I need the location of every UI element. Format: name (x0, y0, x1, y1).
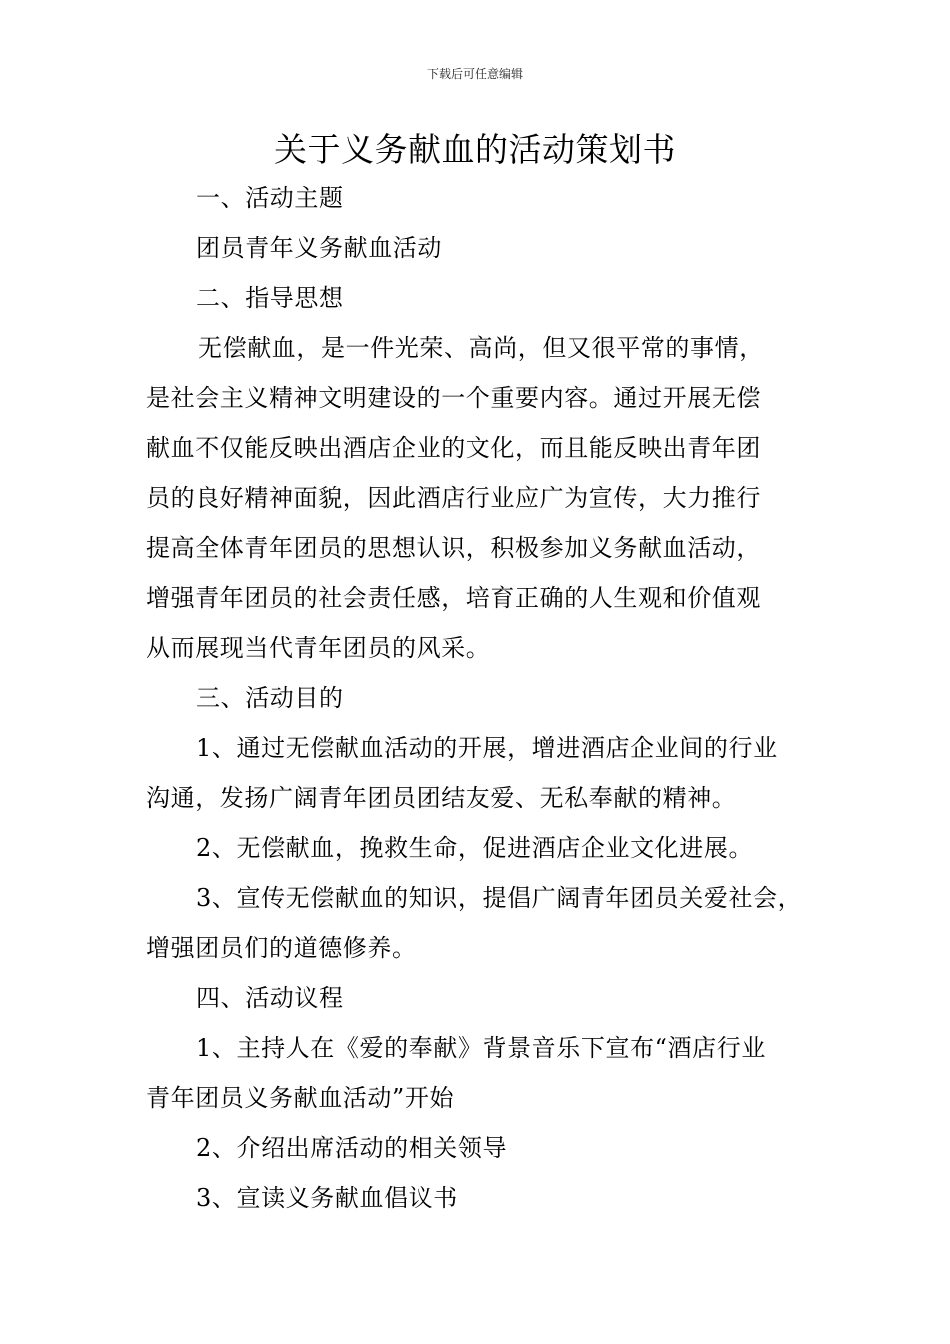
paragraph-line: 青年团员义务献血活动”开始 (146, 1084, 455, 1112)
paragraph-line: 团员青年义务献血活动 (196, 234, 442, 262)
paragraph-line: 2、介绍出席活动的相关领导 (196, 1134, 508, 1162)
paragraph-line: 1、通过无偿献血活动的开展，增进酒店企业间的行业 (196, 734, 778, 762)
paragraph-line: 是社会主义精神文明建设的一个重要内容。通过开展无偿 (146, 384, 761, 412)
section-heading-guiding-idea: 二、指导思想 (196, 284, 344, 312)
paragraph-line: 3、宣读义务献血倡议书 (196, 1184, 458, 1212)
section-heading-theme: 一、活动主题 (196, 184, 344, 212)
paragraph-line: 无偿献血，是一件光荣、高尚，但又很平常的事情， (198, 334, 764, 362)
section-heading-agenda: 四、活动议程 (196, 984, 344, 1012)
page-header-note: 下载后可任意编辑 (426, 67, 523, 81)
paragraph-line: 3、宣传无偿献血的知识，提倡广阔青年团员关爱社会， (196, 884, 803, 912)
paragraph-line: 增强团员们的道德修养。 (146, 934, 417, 962)
paragraph-line: 从而展现当代青年团员的风采。 (146, 634, 491, 662)
document-title: 关于义务献血的活动策划书 (274, 130, 676, 169)
paragraph-line: 献血不仅能反映出酒店企业的文化，而且能反映出青年团 (146, 434, 761, 462)
paragraph-line: 2、无偿献血，挽救生命，促进酒店企业文化进展。 (196, 834, 754, 862)
paragraph-line: 1、主持人在《爱的奉献》背景音乐下宣布“酒店行业 (196, 1034, 766, 1062)
paragraph-line: 增强青年团员的社会责任感，培育正确的人生观和价值观 (146, 584, 761, 612)
paragraph-line: 员的良好精神面貌，因此酒店行业应广为宣传，大力推行 (146, 484, 761, 512)
paragraph-line: 沟通，发扬广阔青年团员团结友爱、无私奉献的精神。 (146, 784, 737, 812)
section-heading-purpose: 三、活动目的 (196, 684, 344, 712)
paragraph-line: 提高全体青年团员的思想认识，积极参加义务献血活动， (146, 534, 761, 562)
